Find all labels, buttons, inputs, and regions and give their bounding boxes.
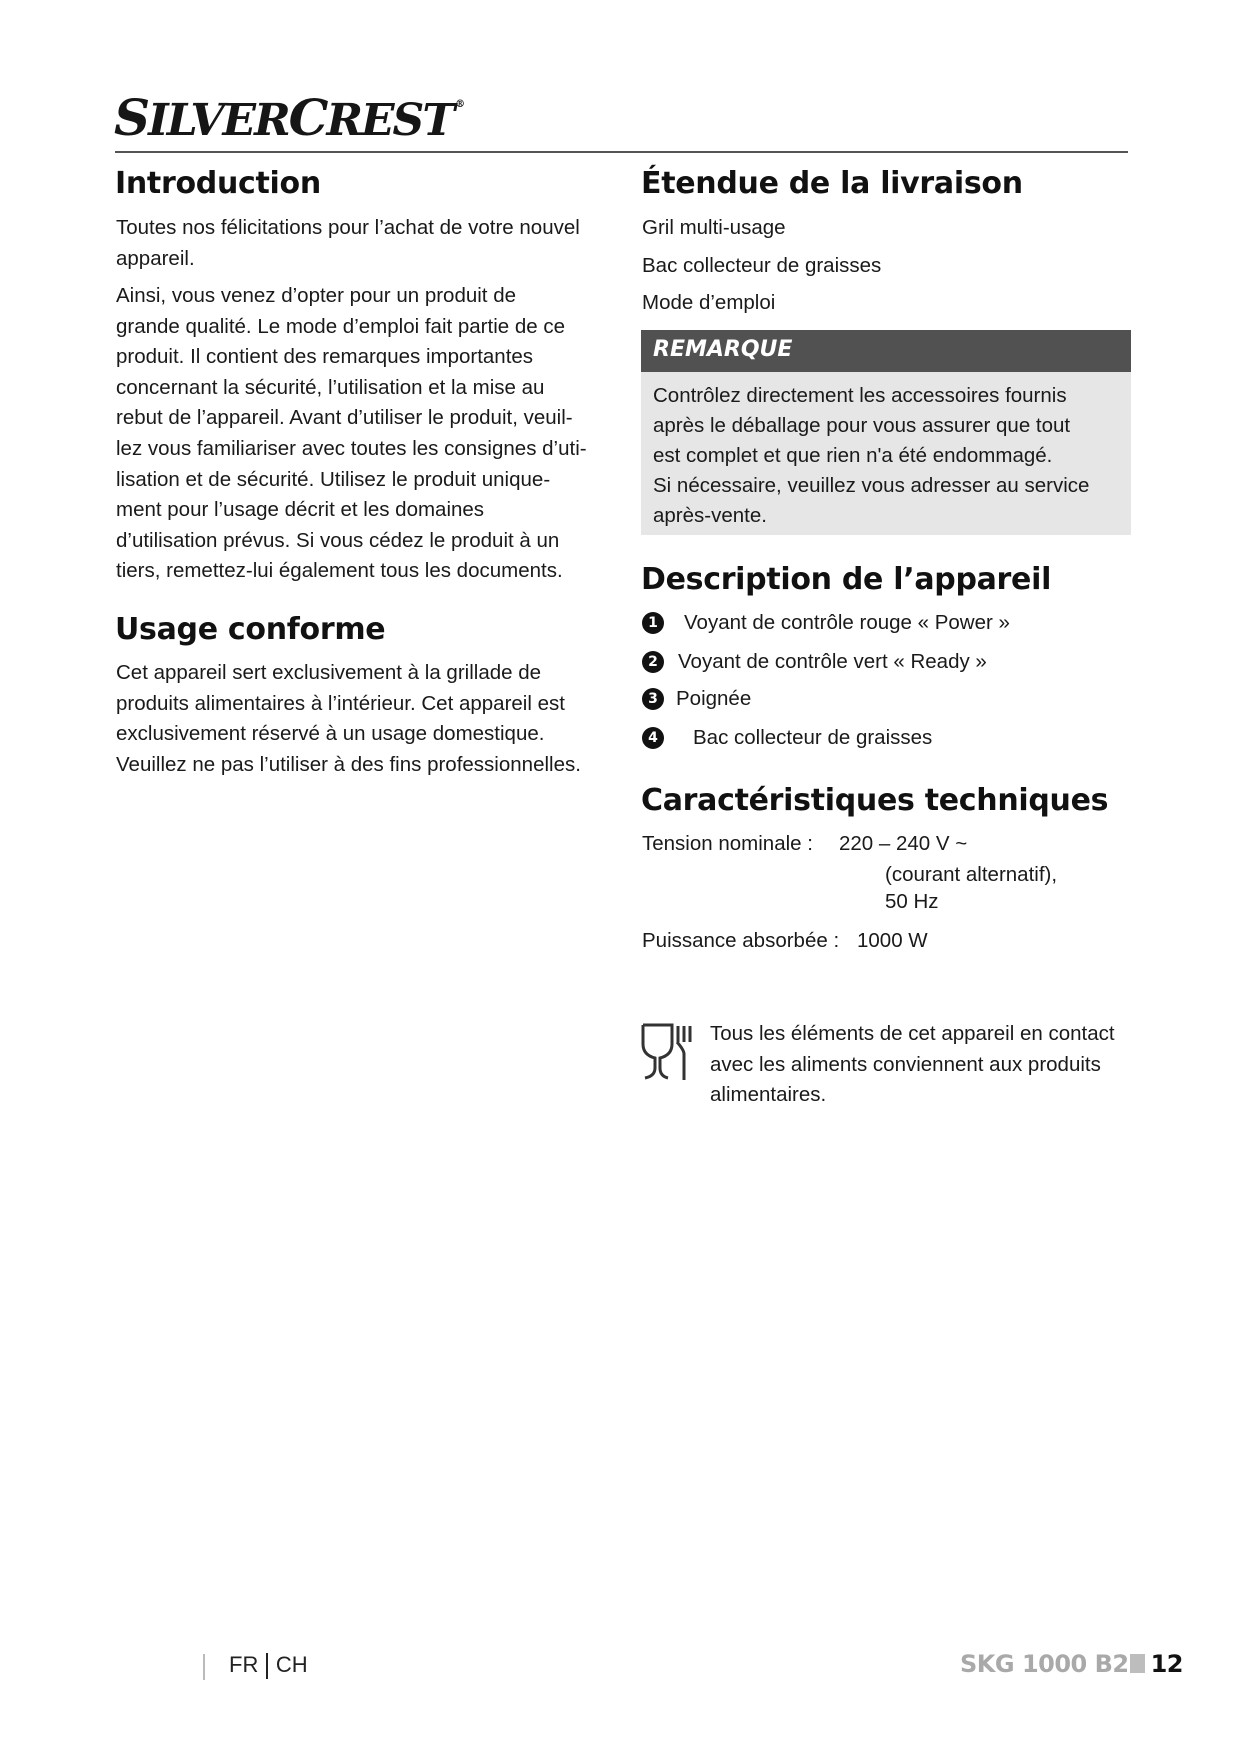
note-header	[641, 330, 1131, 372]
text-line: alimentaires.	[710, 1083, 827, 1107]
text-line: est complet et que rien n'a été endommagé.	[653, 444, 1053, 467]
description-item-label: Bac collecteur de graisses	[693, 726, 933, 749]
description-item-label: Voyant de contrôle vert « Ready »	[678, 650, 987, 673]
text-line: grande qualité. Le mode d’emploi fait partie de ce	[116, 314, 566, 338]
glass-fork-icon	[640, 1022, 692, 1082]
voltage-value: 220 – 240 V ~	[839, 832, 968, 855]
footer-languages	[229, 1652, 308, 1679]
description-item	[642, 647, 987, 677]
description-item-label: Voyant de contrôle rouge « Power »	[684, 611, 1010, 634]
description-item	[642, 608, 1010, 638]
description-item	[642, 684, 751, 714]
usage-paragraph	[116, 658, 581, 780]
text-line: Contrôlez directement les accessoires fournis	[653, 384, 1067, 407]
text-line: après le déballage pour vous assurer que tout	[653, 414, 1071, 437]
number-4-icon: 4	[642, 727, 664, 749]
voltage-label: Tension nominale :	[642, 832, 813, 855]
text-line: produit. Il contient des remarques importantes	[116, 345, 534, 369]
text-line: Tous les éléments de cet appareil en contact	[710, 1022, 1115, 1045]
delivery-item: Gril multi-usage	[642, 216, 786, 239]
description-item	[642, 723, 932, 753]
number-1-icon: 1	[642, 612, 664, 634]
heading-usage-conforme: Usage conforme	[115, 612, 386, 647]
language-fr: FR	[229, 1652, 259, 1677]
text-line: concernant la sécurité, l’utilisation et la mise au	[116, 375, 545, 399]
note-box	[641, 330, 1131, 535]
page-number: 12	[1150, 1650, 1183, 1678]
silvercrest-logo: SILVERCREST ®	[114, 88, 464, 147]
model-number: SKG 1000 B2	[960, 1650, 1129, 1678]
text-line: avec les aliments conviennent aux produits	[710, 1052, 1101, 1076]
description-item-label: Poignée	[676, 687, 752, 710]
heading-delivery: Étendue de la livraison	[641, 166, 1023, 201]
power-value: 1000 W	[857, 929, 928, 952]
text-line: tiers, remettez-lui également tous les documents.	[116, 559, 563, 583]
square-marker-icon	[1130, 1654, 1145, 1673]
text-line: lez vous familiariser avec toutes les consignes d’uti-	[116, 436, 587, 460]
power-label: Puissance absorbée :	[642, 929, 840, 952]
text-line: Toutes nos félicitations pour l’achat de votre nouvel	[116, 216, 580, 239]
footer-divider	[203, 1654, 205, 1680]
text-line: Si nécessaire, veuillez vous adresser au service	[653, 474, 1090, 497]
text-line: Ainsi, vous venez d’opter pour un produit de	[116, 284, 517, 307]
language-ch: CH	[275, 1652, 308, 1677]
frequency-value: 50 Hz	[885, 890, 939, 913]
footer-model	[960, 1650, 1183, 1678]
heading-introduction: Introduction	[115, 166, 321, 201]
voltage-note: (courant alternatif),	[885, 863, 1058, 886]
text-line: exclusivement réservé à un usage domestique.	[116, 722, 545, 746]
text-line: ment pour l’usage décrit et les domaines	[116, 498, 485, 522]
text-line: Cet appareil sert exclusivement à la grillade de	[116, 661, 542, 684]
text-line: produits alimentaires à l’intérieur. Cet appareil est	[116, 691, 565, 715]
delivery-item: Bac collecteur de graisses	[642, 254, 882, 277]
note-label: REMARQUE	[653, 337, 793, 362]
text-line: Veuillez ne pas l’utiliser à des fins professionnelles.	[116, 752, 581, 776]
header-rule	[115, 151, 1128, 153]
text-line: appareil.	[116, 246, 195, 270]
note-text	[653, 381, 1089, 531]
heading-description: Description de l’appareil	[641, 562, 1052, 597]
heading-specs: Caractéristiques techniques	[641, 783, 1109, 818]
text-line: après-vente.	[653, 504, 767, 527]
text-line: lisation et de sécurité. Utilisez le produit unique-	[116, 467, 551, 491]
intro-paragraph-1	[116, 213, 580, 274]
text-line: d’utilisation prévus. Si vous cédez le produit à un	[116, 528, 560, 552]
food-safe-text	[710, 1019, 1115, 1111]
delivery-item: Mode d’emploi	[642, 291, 776, 314]
number-2-icon: 2	[642, 651, 664, 673]
text-line: rebut de l’appareil. Avant d’utiliser le produit, veuil-	[116, 406, 573, 430]
intro-paragraph-2	[116, 281, 587, 587]
number-3-icon: 3	[642, 688, 664, 710]
